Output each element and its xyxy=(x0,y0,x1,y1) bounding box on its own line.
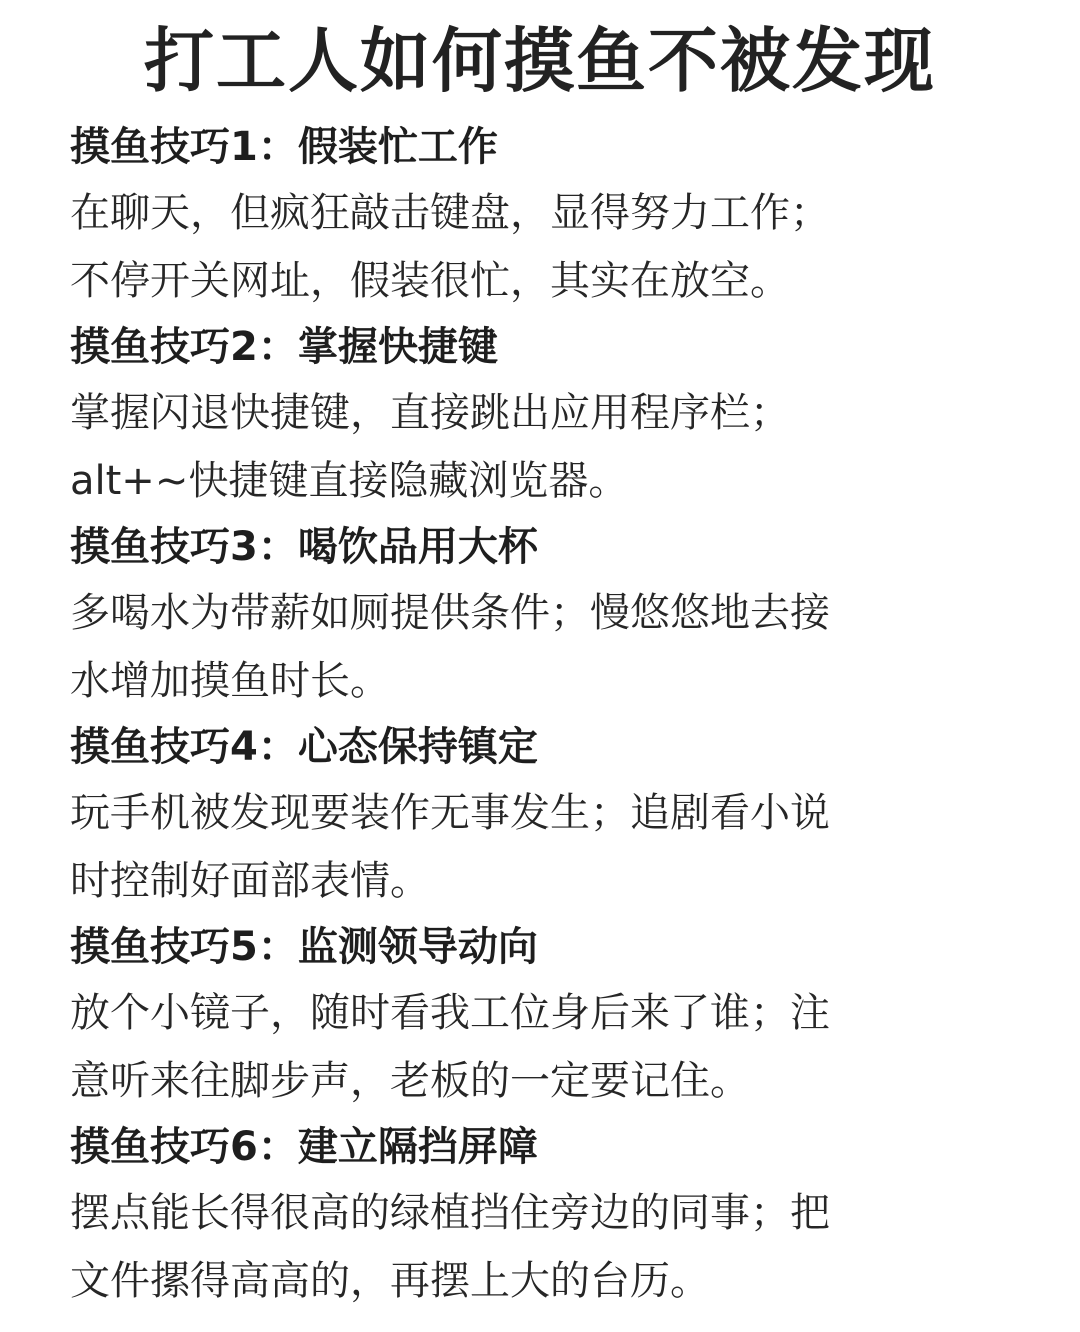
page-title: 打工人如何摸鱼不被发现 xyxy=(144,20,936,102)
tip-2 xyxy=(70,315,1060,515)
tip-3 xyxy=(70,515,1060,715)
tip-line: 时控制好面部表情。 xyxy=(70,858,430,904)
tip-heading: 摸鱼技巧1：假装忙工作 xyxy=(70,124,498,170)
tip-line: 意听来往脚步声，老板的一定要记住。 xyxy=(70,1058,750,1104)
tip-heading: 摸鱼技巧2：掌握快捷键 xyxy=(70,324,498,370)
tip-line: 在聊天，但疯狂敲击键盘，显得努力工作； xyxy=(70,190,830,236)
tips-list xyxy=(70,115,1060,1315)
tip-line: 摆点能长得很高的绿植挡住旁边的同事；把 xyxy=(70,1190,830,1236)
tip-line: 不停开关网址，假装很忙，其实在放空。 xyxy=(70,258,790,304)
tip-line: 掌握闪退快捷键，直接跳出应用程序栏； xyxy=(70,390,790,436)
tip-heading: 摸鱼技巧4：心态保持镇定 xyxy=(70,724,538,770)
tip-line: 水增加摸鱼时长。 xyxy=(70,658,390,704)
tip-line: 文件摞得高高的，再摆上大的台历。 xyxy=(70,1258,710,1304)
tip-heading: 摸鱼技巧3：喝饮品用大杯 xyxy=(70,524,538,570)
tip-line: 玩手机被发现要装作无事发生；追剧看小说 xyxy=(70,790,830,836)
tip-1 xyxy=(70,115,1060,315)
tip-5 xyxy=(70,915,1060,1115)
tip-heading: 摸鱼技巧5：监测领导动向 xyxy=(70,924,538,970)
tip-line: alt+~快捷键直接隐藏浏览器。 xyxy=(70,458,629,504)
tip-line: 多喝水为带薪如厕提供条件；慢悠悠地去接 xyxy=(70,590,830,636)
tip-4 xyxy=(70,715,1060,915)
tip-line: 放个小镜子，随时看我工位身后来了谁；注 xyxy=(70,990,830,1036)
tip-6 xyxy=(70,1115,1060,1315)
tip-heading: 摸鱼技巧6：建立隔挡屏障 xyxy=(70,1124,538,1170)
